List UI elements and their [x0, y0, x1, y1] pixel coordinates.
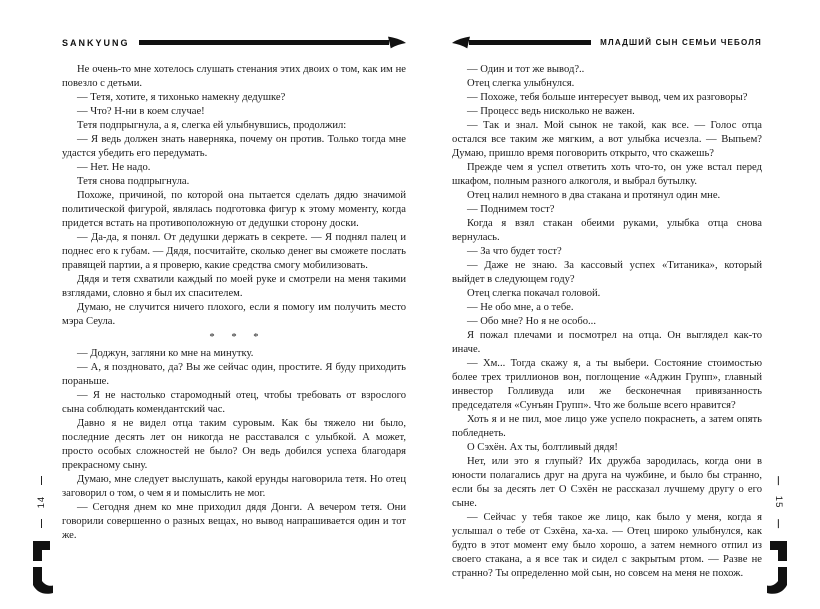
paragraph: — Так и знал. Мой сынок не такой, как все. — Голос отца остался все таким же мягким, а вот улыбка исчезла. — Выпьем? Думаю, пришло время поговорить открыто, что скажешь?	[452, 120, 762, 159]
header-rule	[469, 40, 591, 45]
paragraph: — Да-да, я понял. От дедушки держать в секрете. — Я поднял палец и поднес его к губам. — Дядя, посчитайте, сколько денег вы сможете послать правящей партии, а я проверю, какие средства смогу мобилизовать.	[62, 232, 406, 271]
paragraph: Отец налил немного в два стакана и протянул один мне.	[467, 190, 721, 201]
page-text-right	[452, 63, 762, 581]
corner-brush-mark-icon	[30, 541, 54, 595]
paragraph: — Обо мне? Но я не особо...	[467, 316, 596, 327]
paragraph: — За что будет тост?	[467, 246, 562, 257]
page-left	[62, 36, 406, 543]
paragraph: Похоже, причиной, по которой она пытается сделать дядю значимой политической фигурой, являлась подготовка фигур к этому моменту, когда придется встать на противоположную от дедушки сторону доски.	[62, 190, 406, 229]
paragraph: Думаю, не случится ничего плохого, если я помогу им получить место мэра Сеула.	[62, 302, 406, 327]
header-rule	[139, 40, 389, 45]
paragraph: — Доджун, загляни ко мне на минутку.	[77, 348, 254, 359]
paragraph: — Я ведь должен знать наверняка, почему он против. Только тогда мне удастся убедить его передумать.	[62, 134, 406, 159]
paragraph: — Сегодня днем ко мне приходил дядя Донги. А вечером тетя. Они говорили совершенно о разных вещах, но вывод напрашивается один и тот же.	[62, 502, 406, 541]
paragraph: — Даже не знаю. За кассовый успех «Титаника», который выйдет в следующем году?	[452, 260, 762, 285]
paragraph: Думаю, мне следует выслушать, какой ерунды наговорила тетя. Но отец заговорил о том, о чем я и помыслить не мог.	[62, 474, 406, 499]
paragraph: — Нет. Не надо.	[77, 162, 151, 173]
paragraph: — А, я поздновато, да? Вы же сейчас один, простите. Я буду приходить пораньше.	[62, 362, 406, 387]
paragraph: Отец слегка улыбнулся.	[467, 78, 575, 89]
paragraph: Отец слегка покачал головой.	[467, 288, 601, 299]
paragraph: * * *	[209, 332, 266, 343]
page-right	[452, 36, 762, 581]
corner-brush-mark-icon	[766, 541, 790, 595]
page-number-left	[36, 476, 47, 528]
paragraph: — Не обо мне, а о тебе.	[467, 302, 574, 313]
paragraph: Хоть я и не пил, мое лицо уже успело покраснеть, а затем опять побледнеть.	[452, 414, 762, 439]
page-text-left	[62, 63, 406, 543]
paragraph: — Сейчас у тебя такое же лицо, как было у меня, когда я услышал о тебе от Сэхёна, ха-ха. — Отец широко улыбнулся, как будто в этот момент ему было хорошо, а затем немного отпил из своего стакана, а я все так и сидел с закрытым ртом. — Разве не странно? Ты определенно мой сын, но совсем на меня не похож.	[452, 512, 762, 579]
running-header-left	[62, 36, 406, 49]
paragraph: Нет, или это я глупый? Их дружба зародилась, когда они в юности полагались друг на друга на чужбине, и было бы странно, если бы за десять лет О Сэхён не рассказал лучшему другу о его сыне.	[452, 456, 762, 509]
paragraph: Когда я взял стакан обеими руками, улыбка отца снова вернулась.	[452, 218, 762, 243]
page-number-text: 14	[36, 495, 47, 509]
paragraph: — Процесс ведь нисколько не важен.	[467, 106, 635, 117]
page-number-text: 15	[773, 495, 784, 509]
paragraph: — Один и тот же вывод?..	[467, 64, 585, 75]
paragraph: Давно я не видел отца таким суровым. Как бы тяжело ни было, последние десять лет он никогда не расставался с улыбкой. А может, просто особых сложностей не было? Он ведь добился успеха благодаря прекрасному сыну.	[62, 418, 406, 471]
running-header-right	[452, 36, 762, 49]
paragraph: Не очень-то мне хотелось слушать стенания этих двоих о том, как им не повезло с детьми.	[62, 64, 406, 89]
author-name: SANKYUNG	[62, 37, 130, 48]
paragraph: — Хм... Тогда скажу я, а ты выбери. Состояние стоимостью более трех триллионов вон, поглощение «Аджин Групп», главный инвестор Голливуда или же бесконечная привязанность председателя «Сунъян Групп». Что же больше всего нравится?	[452, 358, 762, 411]
paragraph: Прежде чем я успел ответить хоть что-то, он уже встал перед шкафом, полным разного алкоголя, и выбрал бутылку.	[452, 162, 762, 187]
book-title: МЛАДШИЙ СЫН СЕМЬИ ЧЕБОЛЯ	[600, 38, 762, 47]
paragraph: Тетя снова подпрыгнула.	[77, 176, 190, 187]
paragraph: — Поднимем тост?	[467, 204, 555, 215]
page-number-right	[773, 476, 784, 528]
paragraph: Я пожал плечами и посмотрел на отца. Он выглядел как-то иначе.	[452, 330, 762, 355]
paragraph: О Сэхён. Ах ты, болтливый дядя!	[467, 442, 618, 453]
brush-swoosh-icon	[452, 36, 470, 49]
paragraph: — Я не настолько старомодный отец, чтобы требовать от взрослого сына соблюдать комендантский час.	[62, 390, 406, 415]
paragraph: — Похоже, тебя больше интересует вывод, чем их разговоры?	[467, 92, 748, 103]
paragraph: — Тетя, хотите, я тихонько намекну дедушке?	[77, 92, 286, 103]
paragraph: Дядя и тетя схватили каждый по моей руке и смотрели на меня такими взглядами, словно я был их спасителем.	[62, 274, 406, 299]
paragraph: — Что? Н-ни в коем случае!	[77, 106, 205, 117]
paragraph: Тетя подпрыгнула, а я, слегка ей улыбнувшись, продолжил:	[77, 120, 347, 131]
brush-swoosh-icon	[388, 36, 406, 49]
